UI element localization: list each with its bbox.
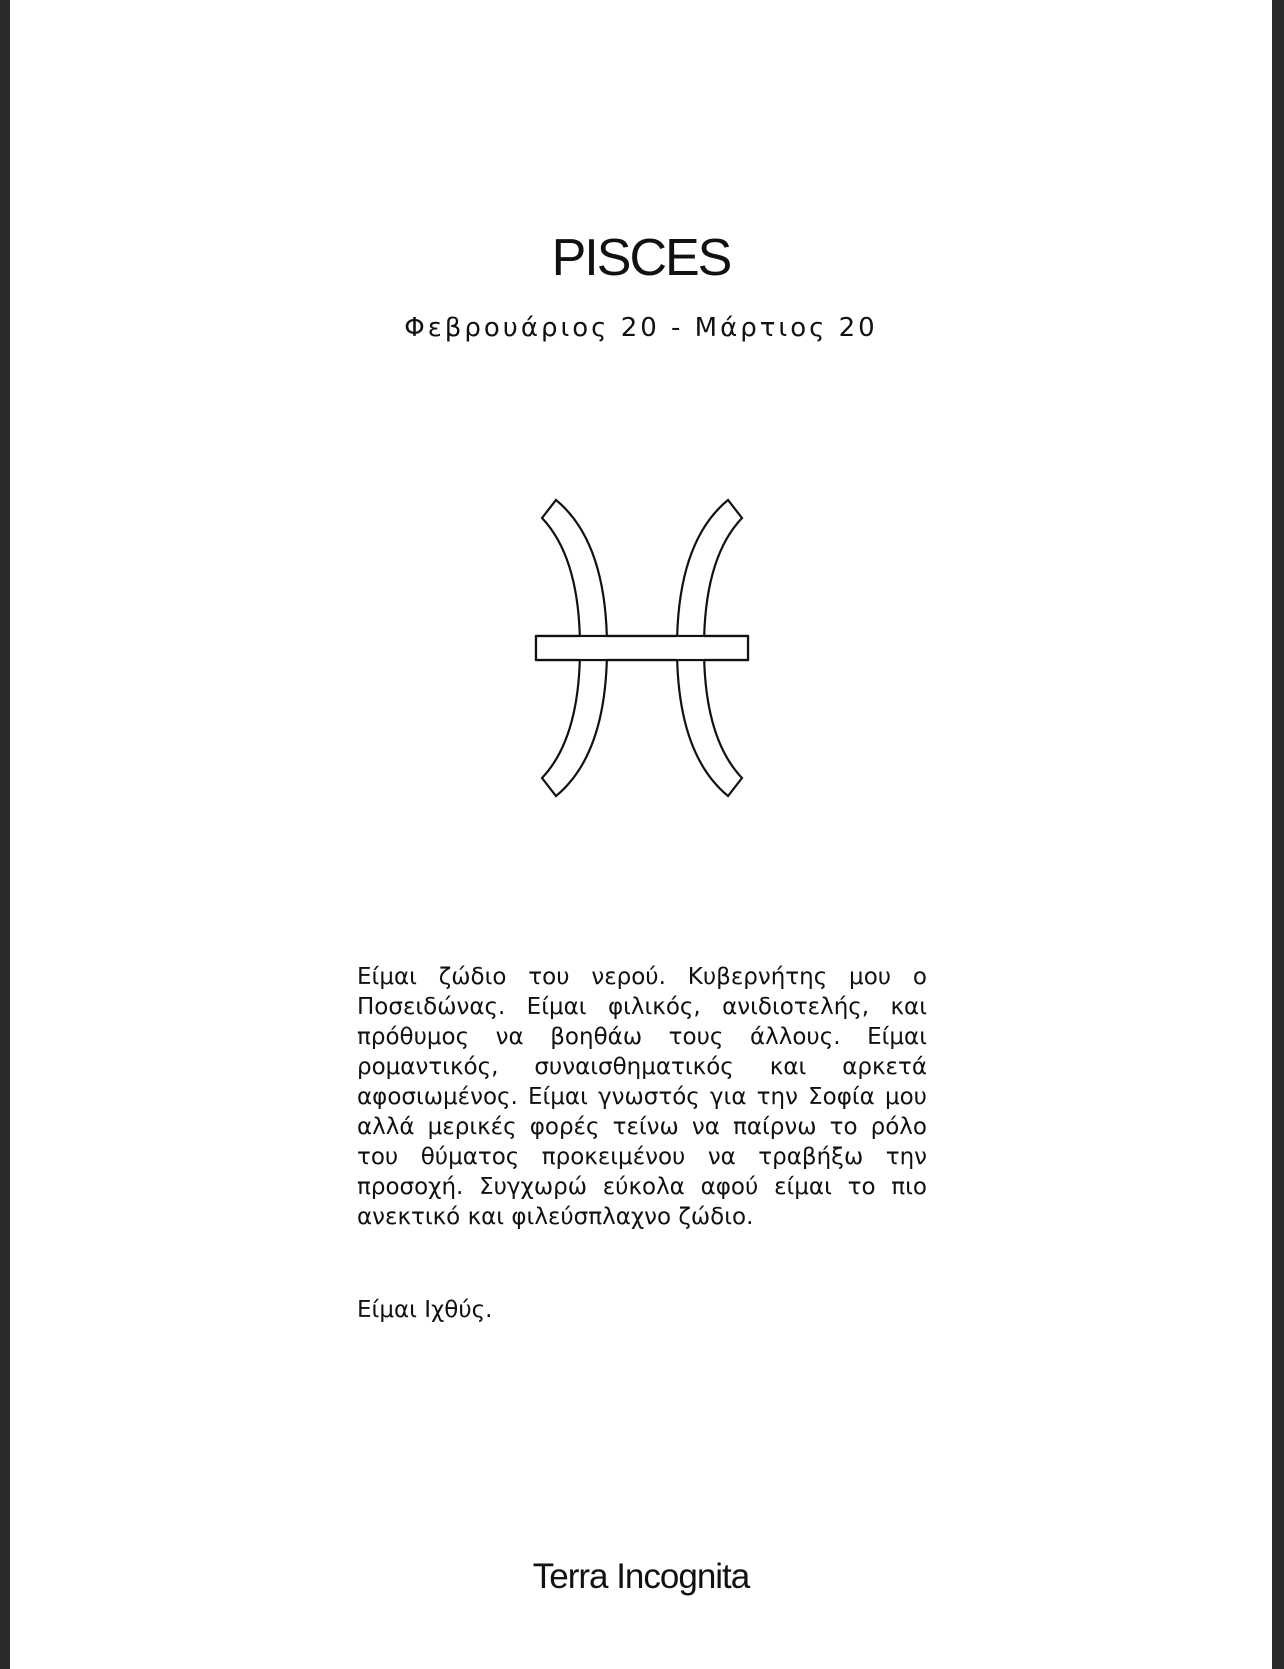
date-range: Φεβρουάριος 20 - Μάρτιος 20 — [404, 313, 878, 343]
closing-line: Είμαι Ιχθύς. — [357, 1297, 493, 1323]
document-page — [10, 0, 1272, 1669]
pisces-zodiac-icon — [522, 498, 762, 798]
description-paragraph: Είμαι ζώδιο του νερού. Κυβερνήτης μου ο Ποσειδώνας. Είμαι φιλικός, ανιδιοτελής, και πρόθυμος να βοηθάω τους άλλους. Είμαι ρομαντικός, συναισθηματικός και αρκετά αφοσιωμένος. Είμαι γνωστός για την Σοφία μου αλλά μερικές φορές τείνω να παίρνω το ρόλο του θύματος προκειμένου να τραβήξω την προσοχή. Συγχωρώ εύκολα αφού είμαι το πιο ανεκτικό και φιλεύσπλαχνο ζώδιο. — [357, 964, 927, 1230]
footer-brand: Terra Incognita — [532, 1557, 750, 1596]
page-title: PISCES — [551, 229, 731, 287]
